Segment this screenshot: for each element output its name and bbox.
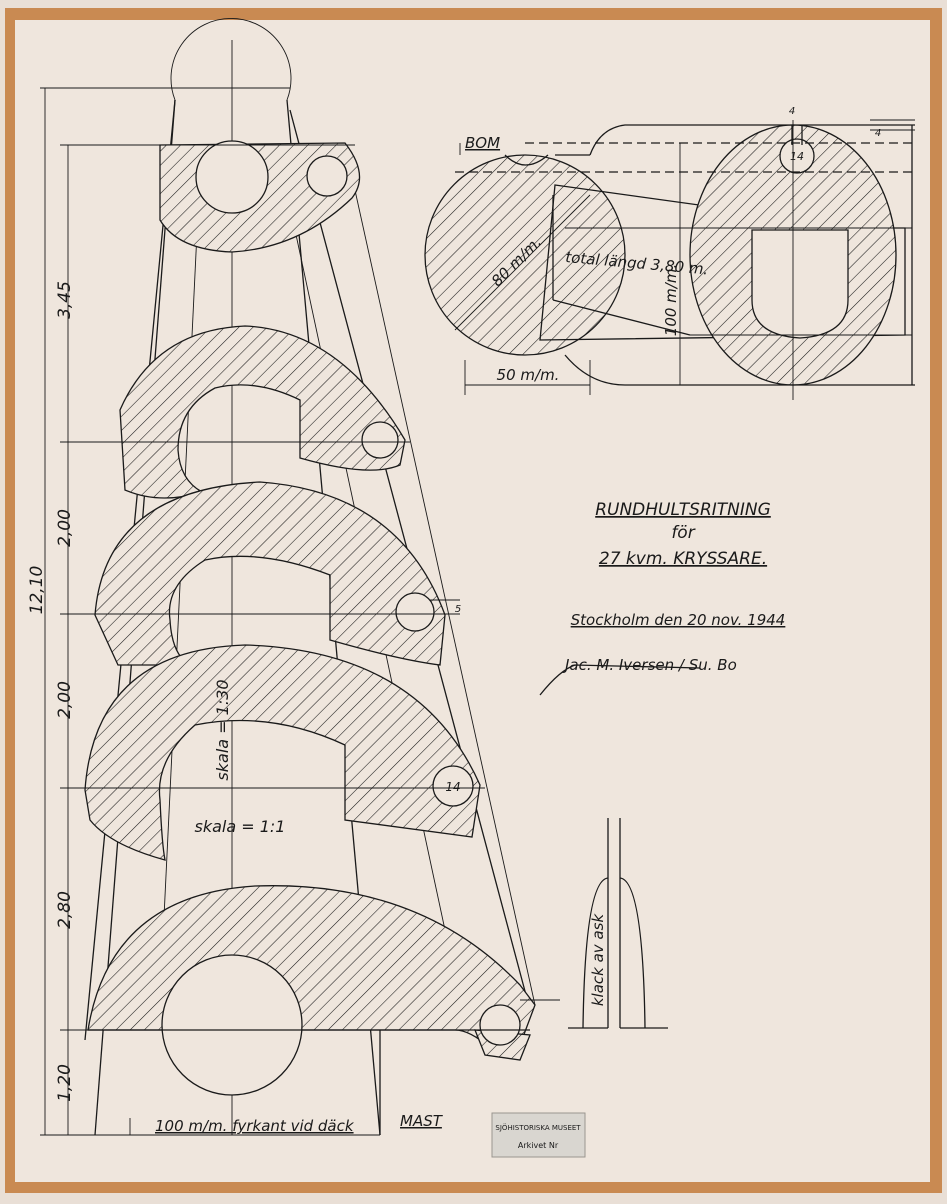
boom-height-label: 100 m/m. <box>662 263 680 337</box>
stamp-line-1: SJÖHISTORISKA MUSEET <box>495 1124 581 1132</box>
boom-slot-depth: 4 <box>874 128 882 139</box>
mast-hole-label: 14 <box>445 780 461 794</box>
segment-label-3: 2,00 <box>55 681 75 719</box>
title-line-1: RUNDHULTSRITNING <box>595 500 771 520</box>
title-line-2: för <box>671 523 695 543</box>
boom-total-length-label: total längd 3,80 m. <box>564 248 709 279</box>
stamp-line-2: Arkivet Nr <box>517 1141 559 1150</box>
deck-note: 100 m/m. fyrkant vid däck <box>155 1117 354 1135</box>
segment-label-4: 2,80 <box>55 891 75 929</box>
archive-stamp <box>492 1113 585 1157</box>
segment-label-2: 2,00 <box>55 509 75 547</box>
small-dim-label: 5 <box>454 604 462 615</box>
segment-label-5: 1,20 <box>55 1064 75 1102</box>
boom-hole-label: 14 <box>790 150 804 163</box>
place-date: Stockholm den 20 nov. 1944 <box>570 611 786 629</box>
cleat-note: klack av ask <box>589 913 607 1007</box>
boom-width-label: 50 m/m. <box>496 366 560 384</box>
boom-label: BOM <box>465 134 501 152</box>
scale-horizontal-label: skala = 1:1 <box>194 817 286 836</box>
title-line-3: 27 kvm. KRYSSARE. <box>598 549 768 569</box>
segment-label-1: 3,45 <box>55 281 75 319</box>
boom-slot-width: 4 <box>788 106 796 117</box>
mast-label: MAST <box>400 1112 442 1130</box>
boom-diameter-label: 80 m/m. <box>487 232 546 291</box>
overall-length-label: 12,10 <box>27 565 47 615</box>
scale-vertical-label: skala = 1:30 <box>213 679 232 781</box>
signature: Jac. M. Iversen / Su. Bo <box>565 656 737 674</box>
